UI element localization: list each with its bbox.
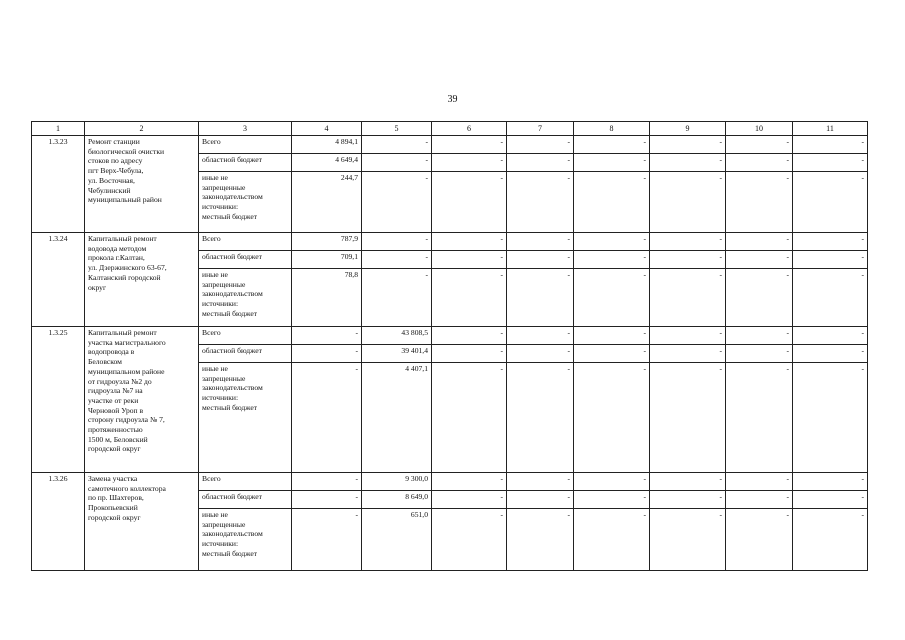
amount-cell: - <box>574 363 650 473</box>
column-header: 2 <box>85 122 199 136</box>
funding-source: Всего <box>199 327 292 345</box>
amount-cell: - <box>292 473 362 491</box>
item-name-line: участка магистрального <box>88 337 166 347</box>
funding-source-line: иные не <box>202 510 228 519</box>
item-name <box>85 233 199 327</box>
amount-cell: - <box>574 233 650 251</box>
item-name-line: муниципальном районе <box>88 366 165 376</box>
funding-source-line: запрещенные <box>202 373 246 383</box>
amount-cell: - <box>432 473 507 491</box>
funding-table <box>31 121 868 571</box>
amount-cell: - <box>432 269 507 327</box>
amount-cell: - <box>574 172 650 233</box>
amount-cell: - <box>574 473 650 491</box>
amount-cell: - <box>292 491 362 509</box>
amount-cell: - <box>432 345 507 363</box>
item-number: 1.3.26 <box>32 473 85 571</box>
amount-cell: - <box>507 491 574 509</box>
funding-source: областной бюджет <box>199 345 292 363</box>
column-header: 10 <box>726 122 793 136</box>
amount-cell: - <box>432 363 507 473</box>
column-number-header <box>32 122 868 136</box>
table-row <box>32 473 868 491</box>
item-name-line: участке от реки <box>88 395 139 405</box>
item-name <box>85 473 199 571</box>
item-name-line: от гидроузла №2 до <box>88 376 152 386</box>
amount-cell: - <box>650 154 726 172</box>
amount-cell: - <box>432 154 507 172</box>
funding-source: Всего <box>199 473 292 491</box>
amount-cell: - <box>650 473 726 491</box>
amount-cell: 8 649,0 <box>362 491 432 509</box>
item-number: 1.3.25 <box>32 327 85 473</box>
amount-cell: - <box>793 491 868 509</box>
funding-source-line: местный бюджет <box>202 548 258 558</box>
item-name-line: 1500 м, Беловский <box>88 434 148 444</box>
amount-cell: - <box>292 327 362 345</box>
amount-cell: - <box>292 509 362 571</box>
amount-cell: - <box>726 345 793 363</box>
funding-source: Всего <box>199 233 292 251</box>
amount-cell: - <box>574 251 650 269</box>
item-name-line: водовода методом <box>88 243 147 253</box>
item-name-line: Прокопьевский <box>88 503 138 513</box>
amount-cell: - <box>793 154 868 172</box>
amount-cell: - <box>362 269 432 327</box>
page-number: 39 <box>447 94 458 105</box>
column-header: 6 <box>432 122 507 136</box>
item-name <box>85 136 199 233</box>
item-name-line: протяженностью <box>88 425 143 435</box>
amount-cell: - <box>507 473 574 491</box>
funding-source-line: законодательством <box>202 529 263 539</box>
amount-cell: - <box>362 154 432 172</box>
amount-cell: - <box>650 491 726 509</box>
amount-cell: 4 407,1 <box>362 363 432 473</box>
amount-cell: - <box>793 473 868 491</box>
amount-cell: 78,8 <box>292 269 362 327</box>
item-name-line: Ремонт станции <box>88 137 140 146</box>
amount-cell: 709,1 <box>292 251 362 269</box>
amount-cell: - <box>432 136 507 154</box>
amount-cell: - <box>507 172 574 233</box>
column-header: 8 <box>574 122 650 136</box>
item-name-line: округ <box>88 282 107 292</box>
amount-cell: 4 894,1 <box>292 136 362 154</box>
funding-source: областной бюджет <box>199 491 292 509</box>
amount-cell: - <box>292 363 362 473</box>
funding-source <box>199 172 292 233</box>
amount-cell: - <box>793 327 868 345</box>
amount-cell: - <box>574 154 650 172</box>
item-number: 1.3.24 <box>32 233 85 327</box>
funding-source-line: источники: <box>202 539 239 549</box>
item-name <box>85 327 199 473</box>
amount-cell: - <box>432 327 507 345</box>
amount-cell: - <box>507 345 574 363</box>
amount-cell: 651,0 <box>362 509 432 571</box>
amount-cell: - <box>726 172 793 233</box>
amount-cell: - <box>507 327 574 345</box>
table-row <box>32 327 868 345</box>
amount-cell: - <box>574 136 650 154</box>
amount-cell: - <box>650 172 726 233</box>
funding-source-line: иные не <box>202 270 228 279</box>
amount-cell: - <box>574 269 650 327</box>
column-header: 11 <box>793 122 868 136</box>
item-name-line: биологической очистки <box>88 146 165 156</box>
amount-cell: - <box>574 491 650 509</box>
amount-cell: 9 300,0 <box>362 473 432 491</box>
amount-cell: - <box>793 136 868 154</box>
amount-cell: - <box>507 233 574 251</box>
column-header: 5 <box>362 122 432 136</box>
amount-cell: - <box>726 509 793 571</box>
amount-cell: - <box>650 251 726 269</box>
item-name-line: ул. Дзержинского 63-67, <box>88 263 167 273</box>
item-name-line: гидроузла №7 на <box>88 386 143 396</box>
column-header: 1 <box>32 122 85 136</box>
column-header: 9 <box>650 122 726 136</box>
funding-source-line: местный бюджет <box>202 402 258 412</box>
amount-cell: - <box>793 172 868 233</box>
amount-cell: - <box>650 509 726 571</box>
item-name-line: Черновой Уроп в <box>88 405 144 415</box>
item-name-line: водопровода в <box>88 347 135 357</box>
funding-source <box>199 363 292 473</box>
funding-source-line: запрещенные <box>202 182 246 192</box>
amount-cell: - <box>726 473 793 491</box>
amount-cell: - <box>432 491 507 509</box>
table-row <box>32 136 868 154</box>
item-name-line: стоков по адресу <box>88 156 143 166</box>
amount-cell: - <box>650 269 726 327</box>
funding-source-line: законодательством <box>202 192 263 202</box>
funding-source-line: запрещенные <box>202 519 246 529</box>
item-name-line: сторону гидроузла № 7, <box>88 415 165 425</box>
funding-source-line: иные не <box>202 173 228 182</box>
amount-cell: - <box>507 269 574 327</box>
amount-cell: - <box>362 233 432 251</box>
funding-source: Всего <box>199 136 292 154</box>
amount-cell: - <box>362 136 432 154</box>
amount-cell: - <box>793 345 868 363</box>
amount-cell: - <box>574 509 650 571</box>
amount-cell: - <box>793 509 868 571</box>
item-name-line: Калтанский городской <box>88 272 161 282</box>
amount-cell: - <box>432 251 507 269</box>
funding-source-line: запрещенные <box>202 279 246 289</box>
amount-cell: - <box>726 233 793 251</box>
funding-source: областной бюджет <box>199 251 292 269</box>
item-name-line: прокола г.Калтан, <box>88 253 145 263</box>
amount-cell: - <box>574 345 650 363</box>
funding-source <box>199 269 292 327</box>
funding-source-line: источники: <box>202 393 239 403</box>
table-row <box>32 233 868 251</box>
item-name-line: по пр. Шахтеров, <box>88 493 144 503</box>
amount-cell: - <box>574 327 650 345</box>
item-name-line: городской округ <box>88 444 141 454</box>
column-header: 7 <box>507 122 574 136</box>
amount-cell: - <box>507 251 574 269</box>
item-name-line: Капитальный ремонт <box>88 328 157 337</box>
item-name-line: самотечного коллектора <box>88 483 166 493</box>
funding-source-line: иные не <box>202 364 228 373</box>
amount-cell: - <box>726 269 793 327</box>
amount-cell: 39 401,4 <box>362 345 432 363</box>
column-header: 3 <box>199 122 292 136</box>
amount-cell: - <box>793 363 868 473</box>
item-name-line: Замена участка <box>88 474 138 483</box>
amount-cell: - <box>726 251 793 269</box>
amount-cell: 43 808,5 <box>362 327 432 345</box>
amount-cell: - <box>432 172 507 233</box>
amount-cell: - <box>726 136 793 154</box>
amount-cell: - <box>650 233 726 251</box>
funding-source <box>199 509 292 571</box>
amount-cell: - <box>650 363 726 473</box>
amount-cell: - <box>362 251 432 269</box>
amount-cell: 787,9 <box>292 233 362 251</box>
item-name-line: ул. Восточная, <box>88 175 135 185</box>
funding-source-line: местный бюджет <box>202 308 258 318</box>
amount-cell: - <box>292 345 362 363</box>
amount-cell: - <box>507 363 574 473</box>
funding-source-line: законодательством <box>202 383 263 393</box>
amount-cell: - <box>650 345 726 363</box>
amount-cell: - <box>432 233 507 251</box>
item-name-line: Беловском <box>88 357 122 367</box>
item-name-line: пгт Верх-Чебула, <box>88 166 144 176</box>
amount-cell: - <box>362 172 432 233</box>
amount-cell: - <box>726 363 793 473</box>
funding-source-line: местный бюджет <box>202 211 258 221</box>
amount-cell: - <box>726 491 793 509</box>
item-name-line: городской округ <box>88 512 141 522</box>
item-name-line: Капитальный ремонт <box>88 234 157 243</box>
column-header: 4 <box>292 122 362 136</box>
amount-cell: - <box>650 327 726 345</box>
amount-cell: - <box>432 509 507 571</box>
funding-source-line: источники: <box>202 299 239 309</box>
amount-cell: - <box>507 509 574 571</box>
amount-cell: 4 649,4 <box>292 154 362 172</box>
amount-cell: - <box>793 233 868 251</box>
amount-cell: - <box>507 154 574 172</box>
amount-cell: - <box>650 136 726 154</box>
item-number: 1.3.23 <box>32 136 85 233</box>
amount-cell: - <box>507 136 574 154</box>
amount-cell: 244,7 <box>292 172 362 233</box>
amount-cell: - <box>793 269 868 327</box>
amount-cell: - <box>726 154 793 172</box>
item-name-line: Чебулинский <box>88 185 131 195</box>
funding-source-line: законодательством <box>202 289 263 299</box>
funding-source-line: источники: <box>202 202 239 212</box>
amount-cell: - <box>793 251 868 269</box>
amount-cell: - <box>726 327 793 345</box>
funding-source: областной бюджет <box>199 154 292 172</box>
item-name-line: муниципальный район <box>88 195 162 205</box>
